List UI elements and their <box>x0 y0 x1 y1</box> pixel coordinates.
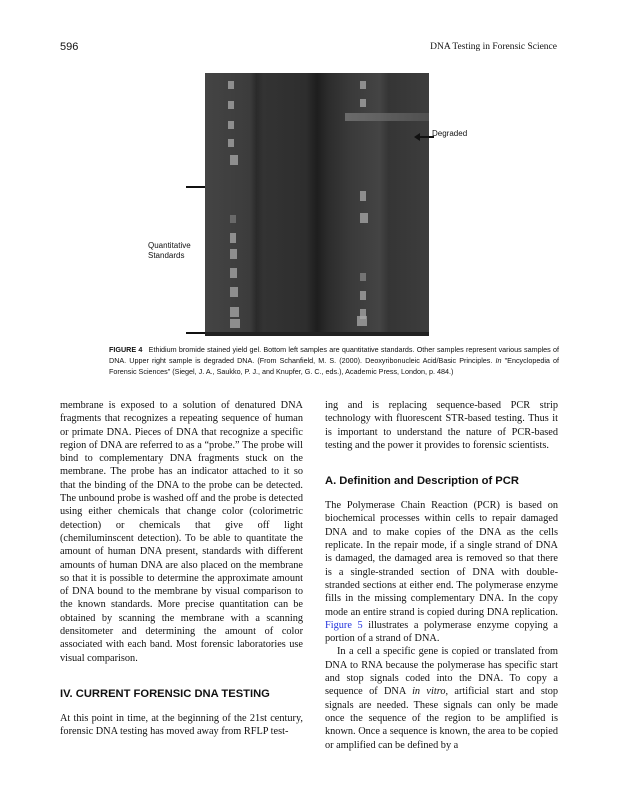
paragraph-text: In a cell a specific gene is copied or translated from DNA to RNA because the polymerase has specific start and stop signals coded into the DNA. To copy a sequence of DNA <box>325 646 558 698</box>
paragraph: membrane is exposed to a solution of denatured DNA fragments that recognizes a repeating sequence of human or primate DNA. Pieces of DNA that recognize a specific region of DNA are referred to as a “probe.” The probe will bind to complementary DNA fragments stuck on the membrane. The probe has an indicator attached to it so that the binding of the DNA to the probe can be detected. The unbound probe is washed off and the probe is detected using either chemicals that change color (colorimetric detection) or chemicals that give off light (chemiluminscent detection). To be able to quantitate the amount of human DNA present, standards with different amounts of human DNA are also placed on the membrane so that it is possible to determine the approximate amount of DNA bound to the membrane by visual comparison to the known standards. More precise quantitation can be obtained by scanning the membrane with a scanning densitometer and determining the amount of color associated with each band. Most forensic laboratories use visual comparison. <box>60 400 303 664</box>
paragraph: At this point in time, at the beginning of the 21st century, forensic DNA testing has moved away from RFLP test- <box>60 712 303 738</box>
paragraph <box>325 645 558 751</box>
quantitative-standards-label: Quantitative Standards <box>148 241 191 260</box>
degraded-label: Degraded <box>432 129 468 138</box>
gel-image <box>205 73 429 336</box>
paragraph <box>325 499 558 645</box>
figure-5-link[interactable]: Figure 5 <box>325 619 363 631</box>
standards-bottom-marker <box>186 332 205 334</box>
caption-in: In <box>495 356 502 365</box>
caption-source: "Encyclopedia of Forensic Sciences" (Siegel, J. A., Saukko, P. J., and Knupfer, G. C., eds.), Academic Press, London, p. 484.) <box>109 356 560 376</box>
paragraph-text: , artificial start and stop signals are needed. These signals can only be made once the sequence of the region to be amplified is known. Once a sequence is known, the area to be copied or amplified can be defined by a <box>325 686 558 751</box>
caption-label: FIGURE 4 <box>109 345 143 354</box>
italic-term: in vitro <box>412 686 446 698</box>
running-title: DNA Testing in Forensic Science <box>430 42 557 52</box>
paragraph-text: illustrates a polymerase enzyme copying a portion of a strand of DNA. <box>325 619 558 645</box>
paragraph-text: The Polymerase Chain Reaction (PCR) is based on biochemical processes within cells to repair damaged DNA and to make copies of the DNA as the cells replicate. In the repair mode, if a single strand of DNA is damaged, the damaged area is removed so that there is a single-stranded section of DNA with double-stranded sections at either end. The polymerase enzyme fills in the missing complementary DNA. In the copy mode an entire strand is copied during DNA replication. <box>325 500 558 618</box>
subsection-heading: A. Definition and Description of PCR <box>325 475 519 488</box>
right-column <box>325 399 558 752</box>
figure-caption <box>109 344 559 377</box>
caption-text: Ethidium bromide stained yield gel. Bottom left samples are quantitative standards. Other samples represent various samples of DNA. Upper right sample is degraded DNA. (From Schanfield, M. S. (2000). Deoxyribonucleic Acid/Basic Principles. <box>109 345 559 365</box>
left-column <box>60 399 303 739</box>
degraded-smear <box>345 113 429 121</box>
page-number: 596 <box>60 41 79 53</box>
standards-top-marker <box>186 186 205 188</box>
section-heading: IV. CURRENT FORENSIC DNA TESTING <box>60 687 270 700</box>
paragraph: ing and is replacing sequence-based PCR strip technology with fluorescent STR-based testing. Thus it is important to understand the nature of PCR-based testing and the power it provides to forensic scientists. <box>325 400 558 451</box>
